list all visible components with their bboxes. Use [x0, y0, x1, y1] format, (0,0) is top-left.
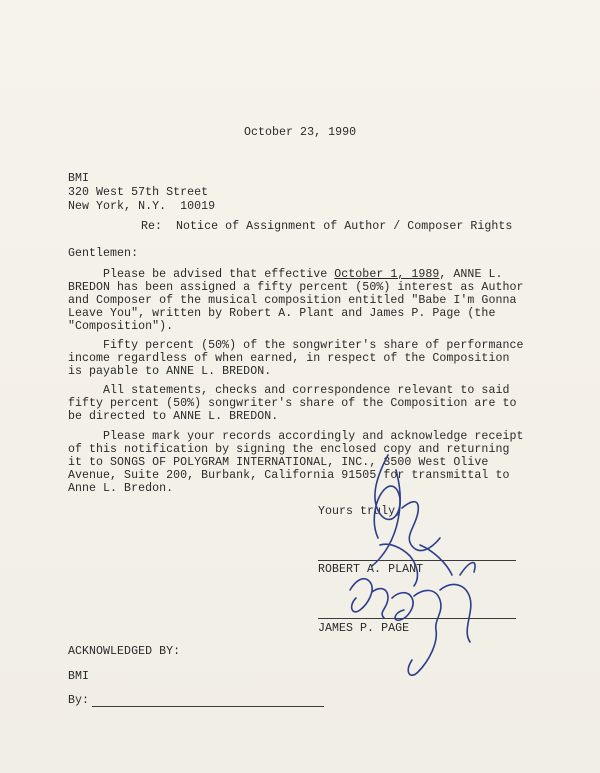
plant-signature-stroke-3	[402, 502, 440, 551]
para3-line1: All statements, checks and correspondence relevant to said	[68, 384, 510, 397]
para4-line1: Please mark your records accordingly and acknowledge receipt	[68, 430, 524, 443]
para4-line5: Anne L. Bredon.	[68, 482, 174, 495]
para1-line1	[68, 268, 502, 282]
ack-signature-line	[92, 706, 324, 707]
signature-line-2	[318, 618, 516, 619]
acknowledged-by: ACKNOWLEDGED BY:	[68, 645, 181, 658]
para4-line4: Avenue, Suite 200, Burbank, California 91505 for transmittal to	[68, 469, 510, 482]
para1-line4: Leave You", written by Robert A. Plant and James P. Page (the	[68, 307, 496, 320]
page-signature-stroke-3	[392, 593, 413, 621]
para1-line1-pre: Please be advised that effective	[68, 268, 335, 281]
para3-line2: fifty percent (50%) songwriter's share of the Composition are to	[68, 397, 517, 410]
by-label: By:	[68, 694, 90, 707]
letter-date: October 23, 1990	[244, 126, 357, 139]
para1-line5: "Composition").	[68, 320, 174, 333]
para2-line2: income regardless of when earned, in respect of the Composition	[68, 352, 510, 365]
para4-line2: of this notification by signing the enclosed copy and returning	[68, 443, 510, 456]
page-signature-stroke-2	[372, 589, 388, 618]
effective-date: October 1, 1989	[334, 268, 440, 281]
page-signature-stroke-4	[408, 590, 441, 675]
page-signature-stroke-6	[460, 563, 475, 575]
para2-line3: is payable to ANNE L. BREDON.	[68, 365, 272, 378]
signatory-2: JAMES P. PAGE	[318, 622, 410, 635]
page-signature-stroke-1	[350, 579, 372, 612]
subject-line: Re: Notice of Assignment of Author / Composer Rights	[141, 220, 513, 233]
salutation: Gentlemen:	[68, 247, 139, 260]
para1-line1-post: , ANNE L.	[439, 268, 503, 281]
para4-line3: it to SONGS OF POLYGRAM INTERNATIONAL, INC., 3500 West Olive	[68, 456, 489, 469]
para1-line2: BREDON has been assigned a fifty percent (50%) interest as Author	[68, 281, 524, 294]
addressee-name: BMI	[68, 172, 90, 185]
para1-line3: and Composer of the musical composition entitled "Babe I'm Gonna	[68, 294, 517, 307]
ack-organization: BMI	[68, 670, 90, 683]
para3-line3: be directed to ANNE L. BREDON.	[68, 410, 279, 423]
para2-line1: Fifty percent (50%) of the songwriter's share of performance	[68, 339, 524, 352]
addressee-street: 320 West 57th Street	[68, 186, 209, 199]
closing: Yours truly,	[318, 505, 403, 518]
signature-line-1	[318, 560, 516, 561]
addressee-city: New York, N.Y. 10019	[68, 200, 216, 213]
signatory-1: ROBERT A. PLANT	[318, 563, 424, 576]
page-signature-stroke-5	[440, 584, 471, 642]
